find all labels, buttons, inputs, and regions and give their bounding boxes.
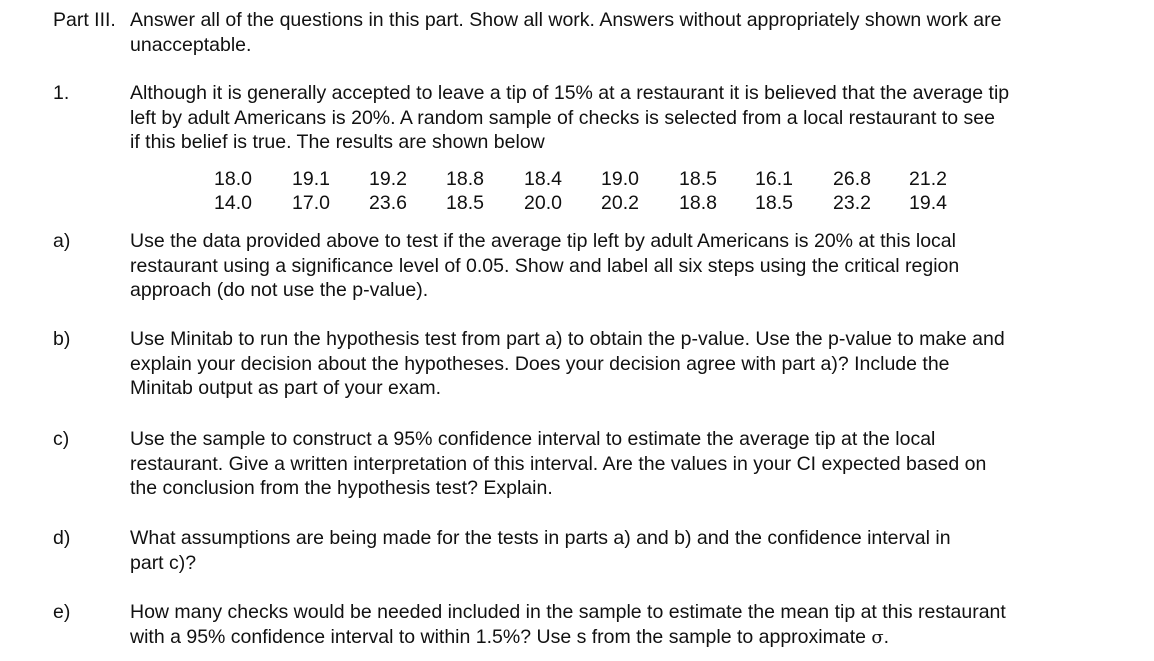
table-cell: 17.0 xyxy=(292,191,330,214)
part-b-line: Minitab output as part of your exam. xyxy=(130,377,442,399)
header-instructions-line1: Answer all of the questions in this part. Show all work. Answers without appropriately shown work are xyxy=(130,9,1002,31)
part-a-label: a) xyxy=(53,230,71,252)
table-row xyxy=(206,191,947,215)
part-d-line: part c)? xyxy=(130,551,197,574)
part-b-text xyxy=(130,327,1110,401)
part-e-text xyxy=(130,600,1110,650)
part-c-label: c) xyxy=(53,428,70,450)
question-1-line: Although it is generally accepted to leave a tip of 15% at a restaurant it is believed that the average tip xyxy=(130,82,1010,104)
part-label: Part III. xyxy=(53,9,116,31)
part-d-text xyxy=(130,526,1110,575)
sigma-symbol: σ xyxy=(871,626,884,648)
table-cell: 21.2 xyxy=(909,167,947,190)
part-c-line: restaurant. Give a written interpretation of this interval. Are the values in your CI expected based on xyxy=(130,452,987,475)
part-e-line: How many checks would be needed included in the sample to estimate the mean tip at this restaurant xyxy=(130,601,1006,623)
part-c-text xyxy=(130,427,1110,501)
question-1-line: left by adult Americans is 20%. A random sample of checks is selected from a local restaurant to see xyxy=(130,106,995,129)
question-1-text xyxy=(130,81,1110,155)
table-cell: 18.0 xyxy=(214,167,252,190)
part-e-line-2-text: with a 95% confidence interval to within 1.5%? Use s from the sample to approximate xyxy=(130,625,872,648)
tip-data-table xyxy=(206,167,947,215)
part-b-line: Use Minitab to run the hypothesis test from part a) to obtain the p-value. Use the p-value to make and xyxy=(130,328,1005,350)
part-e-line-2 xyxy=(130,625,1110,651)
part-e-label: e) xyxy=(53,601,71,623)
part-a-line: Use the data provided above to test if the average tip left by adult Americans is 20% at this local xyxy=(130,230,956,252)
table-cell: 18.4 xyxy=(524,167,562,190)
table-cell: 20.0 xyxy=(524,191,562,214)
header-instructions-line2: unacceptable. xyxy=(130,33,252,56)
question-1-line: if this belief is true. The results are shown below xyxy=(130,131,545,153)
table-cell: 26.8 xyxy=(833,167,871,190)
question-number: 1. xyxy=(53,82,70,104)
part-d-line: What assumptions are being made for the tests in parts a) and b) and the confidence interval in xyxy=(130,527,951,549)
part-d-label: d) xyxy=(53,527,71,549)
period: . xyxy=(883,625,890,648)
part-a-line: restaurant using a significance level of 0.05. Show and label all six steps using the critical region xyxy=(130,254,960,277)
table-cell: 19.2 xyxy=(369,167,407,190)
table-cell: 16.1 xyxy=(755,167,793,190)
table-cell: 18.5 xyxy=(446,191,484,214)
part-b-line: explain your decision about the hypotheses. Does your decision agree with part a)? Include the xyxy=(130,352,950,375)
part-a-line: approach (do not use the p-value). xyxy=(130,279,429,301)
table-cell: 18.5 xyxy=(679,167,717,190)
part-b-label: b) xyxy=(53,328,71,350)
table-cell: 23.6 xyxy=(369,191,407,214)
table-cell: 19.4 xyxy=(909,191,947,214)
table-cell: 19.0 xyxy=(601,167,639,190)
table-row xyxy=(206,167,947,191)
part-c-line: the conclusion from the hypothesis test? Explain. xyxy=(130,477,553,499)
table-cell: 18.8 xyxy=(446,167,484,190)
part-c-line: Use the sample to construct a 95% confidence interval to estimate the average tip at the local xyxy=(130,428,936,450)
table-cell: 20.2 xyxy=(601,191,639,214)
table-cell: 18.5 xyxy=(755,191,793,214)
table-cell: 19.1 xyxy=(292,167,330,190)
table-cell: 18.8 xyxy=(679,191,717,214)
part-a-text xyxy=(130,229,1110,303)
table-cell: 14.0 xyxy=(214,191,252,214)
table-cell: 23.2 xyxy=(833,191,871,214)
